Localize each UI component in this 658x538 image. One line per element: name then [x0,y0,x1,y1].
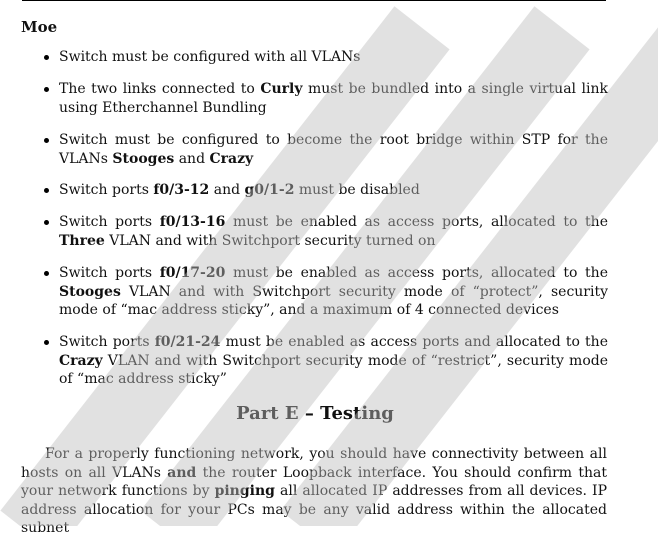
text-run: Switch ports [59,214,160,230]
bullet-icon [44,55,49,60]
text-run: the router Loopback interface. You should confirm that your network functions by [21,464,607,499]
text-run: Switch must be configured with all VLANs [59,49,361,65]
list-item [59,131,608,168]
list-item [59,181,608,200]
text-run: Switch ports [59,265,160,281]
text-run: must be disabled [294,182,420,198]
text-run: must be enabled as access ports, allocated to the [225,265,608,281]
section-title: Moe [21,18,58,36]
list-item-text [59,49,361,65]
bullet-icon [44,188,49,193]
part-heading: Part E – Testing [236,403,394,424]
bullet-icon [44,340,49,345]
bold-text: and [167,464,197,481]
list-item-text [59,265,608,318]
list-item-text [59,214,608,249]
bold-text: g0/1-2 [244,182,295,198]
bullet-icon [44,87,49,92]
text-run: and [209,182,245,198]
body-paragraph [21,445,607,538]
bullet-icon [44,271,49,276]
text-run: Switch ports [59,182,154,198]
bold-text: Curly [260,81,303,97]
text-run: VLAN and with Switchport security turned on [104,232,436,249]
text-run: VLAN and with Switchport security mode of “protect”, security mode of “mac address sticky”, and a maximum of 4 connected devices [59,283,608,318]
bullet-icon [44,138,49,143]
bullet-icon [44,220,49,225]
text-run: Switch ports [59,334,155,350]
list-item-text [59,182,420,198]
text-run: all allocated IP addresses from all devices. IP address allocation for your PCs may be any valid address within the allocated subnet [21,483,607,536]
bold-text: Stooges [59,283,121,300]
bold-text: Three [59,232,105,249]
list-item-text [59,132,608,167]
bold-text: f0/17-20 [159,265,226,281]
list-item [59,264,608,320]
text-run: must be bundled into a single virtual link using Etherchannel Bundling [59,81,608,116]
list-item [59,333,608,389]
list-item [59,48,608,67]
text-run: and [174,150,210,167]
bold-text: pinging [214,483,275,499]
list-item [59,80,608,117]
bold-text: Crazy [209,150,254,167]
text-run: The two links connected to [59,81,261,97]
text-run: Switch must be configured to become the root bridge within STP for the VLANs [59,132,608,167]
text-run: must be enabled as access ports and allocated to the [220,334,608,350]
bold-text: f0/3-12 [153,182,210,198]
list-item [59,213,608,250]
list-item-text [59,334,608,387]
bold-text: Crazy [59,352,103,369]
top-rule [22,0,606,1]
text-run: For a properly functioning network, you should have connectivity between all hosts on all VLANs [21,446,607,481]
list-item-text [59,81,608,116]
bold-text: f0/13-16 [159,214,226,230]
text-run: must be enabled as access ports, allocated to the [225,214,608,230]
bold-text: f0/21-24 [154,334,221,350]
bold-text: Stooges [112,150,175,167]
text-run: VLAN and with Switchport security mode of “restrict”, security mode of “mac address sticky” [59,352,608,387]
